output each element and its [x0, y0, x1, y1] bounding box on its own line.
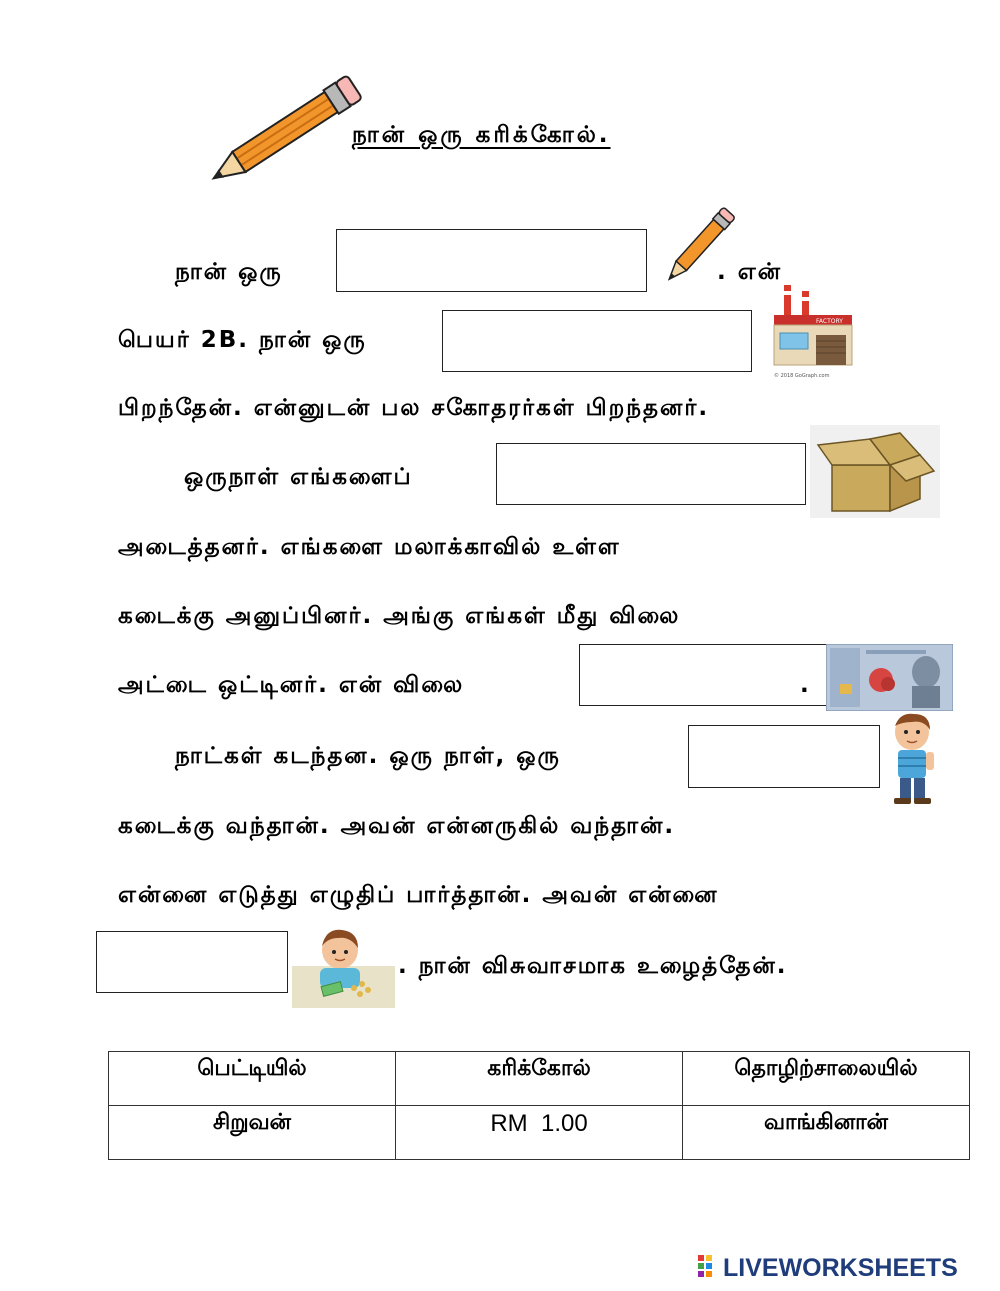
story-line-9: கடைக்கு வந்தான். அவன் என்னருகில் வந்தான்.	[118, 813, 676, 839]
story-line-1a: நான் ஒரு	[175, 259, 283, 285]
pencil-icon	[195, 70, 375, 195]
story-line-7-period: .	[800, 672, 811, 698]
story-line-4: ஒருநாள் எங்களைப்	[184, 464, 413, 490]
story-line-1b: . என்	[717, 259, 782, 285]
word-bank-cell[interactable]: தொழிற்சாலையில்	[683, 1052, 970, 1106]
word-bank-cell[interactable]: RM 1.00	[396, 1106, 683, 1160]
story-line-10: என்னை எடுத்து எழுதிப் பார்த்தான். அவன் என்னை	[118, 882, 719, 908]
brand-text: LIVEWORKSHEETS	[723, 1253, 958, 1282]
word-bank-cell[interactable]: பெட்டியில்	[109, 1052, 396, 1106]
boy-icon	[880, 710, 945, 807]
liveworksheets-logo[interactable]	[698, 1253, 958, 1283]
word-bank-row	[109, 1106, 970, 1160]
word-bank-cell[interactable]: சிறுவன்	[109, 1106, 396, 1160]
factory-caption: © 2018 GoGraph.com	[774, 373, 830, 379]
word-bank-cell[interactable]: கரிக்கோல்	[396, 1052, 683, 1106]
answer-box-5[interactable]	[688, 725, 880, 788]
answer-box-3[interactable]	[496, 443, 806, 505]
child-money-icon	[292, 926, 395, 1008]
page-title: நான் ஒரு கரிக்கோல்.	[352, 122, 611, 148]
factory-sign: FACTORY	[816, 318, 843, 325]
story-line-7: அட்டை ஒட்டினர். என் விலை	[118, 672, 465, 698]
story-line-2: பெயர் 2B. நான் ஒரு	[118, 327, 367, 353]
story-line-11: . நான் விசுவாசமாக உழைத்தேன்.	[398, 953, 788, 979]
answer-box-2[interactable]	[442, 310, 752, 372]
story-line-3: பிறந்தேன். என்னுடன் பல சகோதரர்கள் பிறந்தனர்.	[118, 395, 710, 421]
story-line-8: நாட்கள் கடந்தன. ஒரு நாள், ஒரு	[175, 743, 561, 769]
answer-box-4[interactable]	[579, 644, 829, 706]
story-line-6: கடைக்கு அனுப்பினர். அங்கு எங்கள் மீது விலை	[118, 603, 681, 629]
answer-box-1[interactable]	[336, 229, 647, 292]
word-bank-table	[108, 1051, 970, 1160]
box-icon	[810, 425, 940, 518]
liveworksheets-icon	[698, 1255, 720, 1281]
word-bank-cell[interactable]: வாங்கினான்	[683, 1106, 970, 1160]
answer-box-6[interactable]	[96, 931, 288, 993]
banknote-icon	[826, 644, 953, 711]
factory-icon	[772, 285, 854, 381]
word-bank-row	[109, 1052, 970, 1106]
story-line-5: அடைத்தனர். எங்களை மலாக்காவில் உள்ள	[118, 534, 621, 560]
